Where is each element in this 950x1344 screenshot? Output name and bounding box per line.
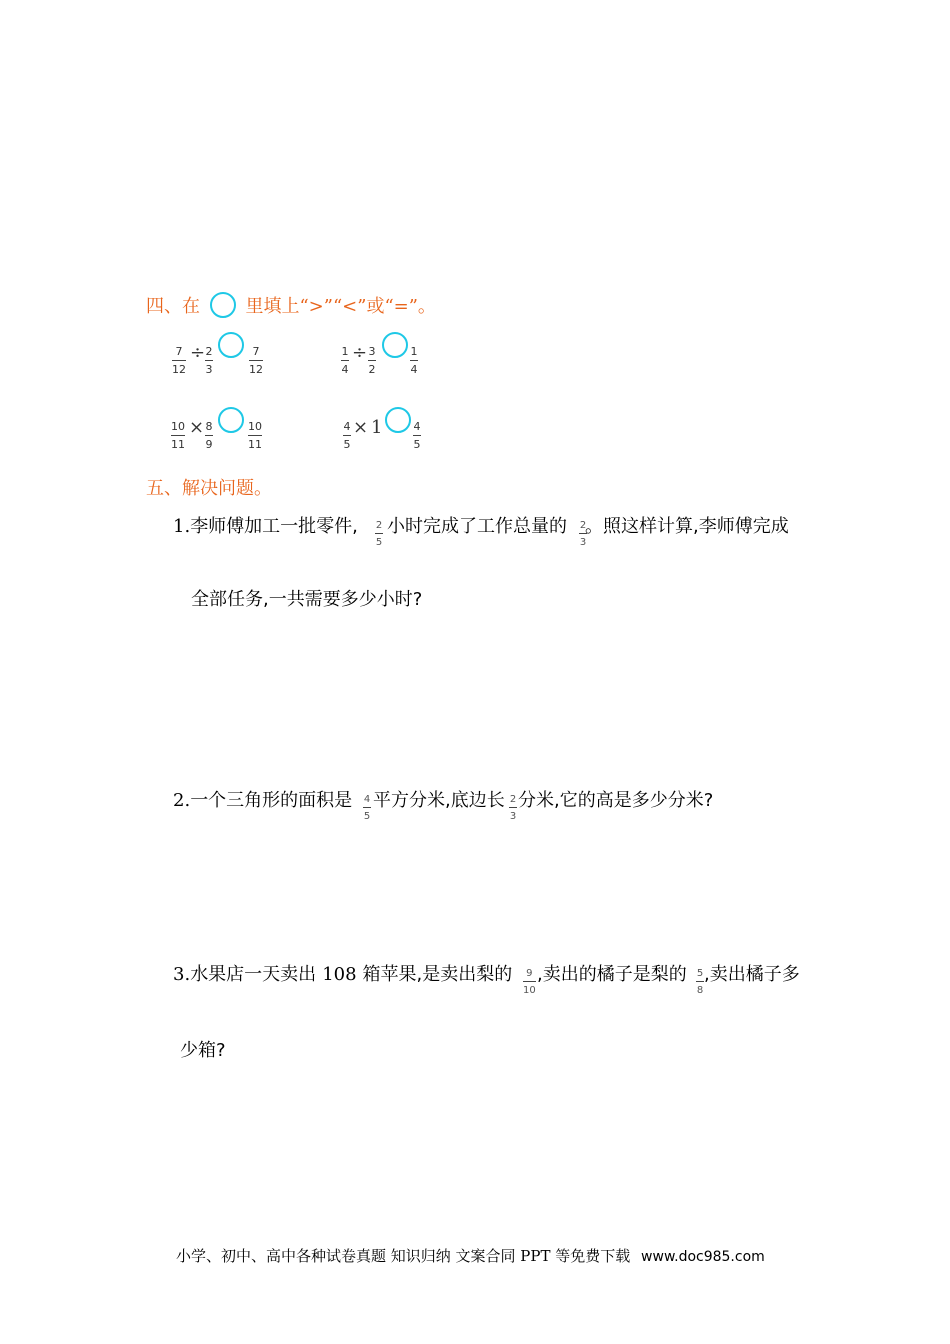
question-1-line-2: 全部任务,一共需要多少小时? bbox=[191, 589, 423, 610]
question-text: ,卖出橘子多 bbox=[704, 964, 800, 985]
fraction bbox=[523, 968, 536, 996]
question-text: ,卖出的橘子是梨的 bbox=[537, 964, 687, 985]
question-text: 分米,它的高是多少分米? bbox=[518, 790, 714, 811]
question-text: 小时完成了工作总量的 bbox=[387, 516, 567, 537]
fraction bbox=[248, 421, 262, 451]
numerator: 1 bbox=[341, 345, 349, 358]
operator: ÷ bbox=[352, 342, 368, 363]
denominator: 5 bbox=[343, 438, 351, 451]
footer-link[interactable]: www.doc985.com bbox=[641, 1249, 765, 1265]
footer bbox=[176, 1245, 765, 1266]
fraction bbox=[509, 794, 517, 822]
fraction bbox=[172, 346, 186, 376]
denominator: 5 bbox=[375, 537, 383, 548]
question-3-line-1 bbox=[173, 960, 512, 986]
fraction bbox=[343, 421, 351, 451]
answer-circle-icon bbox=[210, 292, 236, 318]
denominator: 12 bbox=[249, 363, 263, 376]
denominator: 2 bbox=[368, 363, 376, 376]
question-number: 3. bbox=[173, 964, 191, 985]
numerator: 5 bbox=[696, 968, 704, 979]
fraction bbox=[205, 346, 213, 376]
numerator: 4 bbox=[343, 420, 351, 433]
denominator: 3 bbox=[509, 811, 517, 822]
numerator: 2 bbox=[375, 520, 383, 531]
section4-title-suffix: 里填上“>”“<”或“=”。 bbox=[245, 296, 436, 317]
denominator: 8 bbox=[696, 985, 704, 996]
question-2-line-1 bbox=[173, 786, 352, 812]
section4-title-prefix: 四、在 bbox=[146, 296, 200, 317]
denominator: 5 bbox=[363, 811, 371, 822]
numerator: 3 bbox=[368, 345, 376, 358]
denominator: 4 bbox=[410, 363, 418, 376]
numerator: 2 bbox=[509, 794, 517, 805]
question-text: 一个三角形的面积是 bbox=[190, 790, 353, 811]
denominator: 11 bbox=[171, 438, 185, 451]
denominator: 3 bbox=[579, 537, 587, 548]
section5-heading: 五、解决问题。 bbox=[146, 478, 272, 499]
answer-circle[interactable] bbox=[382, 332, 408, 358]
denominator: 12 bbox=[172, 363, 186, 376]
question-text: 李师傅加工一批零件, bbox=[190, 516, 358, 537]
question-number: 1. bbox=[173, 516, 191, 537]
fraction bbox=[205, 421, 213, 451]
question-1-line-1 bbox=[173, 512, 358, 538]
numerator: 2 bbox=[205, 345, 213, 358]
numerator: 1 bbox=[410, 345, 418, 358]
numerator: 4 bbox=[363, 794, 371, 805]
numerator: 7 bbox=[252, 345, 260, 358]
denominator: 3 bbox=[205, 363, 213, 376]
question-text: 箱苹果,是卖出梨的 bbox=[362, 964, 513, 985]
fraction bbox=[696, 968, 704, 996]
denominator: 11 bbox=[248, 438, 262, 451]
numerator: 9 bbox=[526, 968, 533, 979]
question-3-line-2: 少箱? bbox=[180, 1040, 226, 1061]
fraction bbox=[363, 794, 371, 822]
operand: 1 bbox=[371, 417, 383, 438]
operator: × bbox=[353, 417, 369, 438]
fraction bbox=[341, 346, 349, 376]
number-108: 108 bbox=[322, 964, 357, 985]
fraction bbox=[413, 421, 421, 451]
denominator: 4 bbox=[341, 363, 349, 376]
fraction bbox=[375, 520, 383, 548]
question-text: 。照这样计算,李师傅完成 bbox=[585, 516, 789, 537]
question-number: 2. bbox=[173, 790, 191, 811]
numerator: 10 bbox=[248, 420, 262, 433]
fraction bbox=[171, 421, 185, 451]
operator: × bbox=[189, 417, 205, 438]
answer-circle[interactable] bbox=[385, 407, 411, 433]
denominator: 5 bbox=[413, 438, 421, 451]
numerator: 8 bbox=[205, 420, 213, 433]
footer-text: 小学、初中、高中各种试卷真题 知识归纳 文案合同 PPT 等免费下载 bbox=[176, 1247, 631, 1265]
question-text: 水果店一天卖出 bbox=[190, 964, 317, 985]
section4-heading bbox=[146, 292, 436, 318]
fraction bbox=[249, 346, 263, 376]
question-text: 平方分米,底边长 bbox=[373, 790, 505, 811]
numerator: 2 bbox=[579, 520, 587, 531]
numerator: 10 bbox=[171, 420, 185, 433]
denominator: 10 bbox=[523, 985, 536, 996]
answer-circle[interactable] bbox=[218, 407, 244, 433]
operator: ÷ bbox=[190, 342, 206, 363]
fraction bbox=[368, 346, 376, 376]
answer-circle[interactable] bbox=[218, 332, 244, 358]
denominator: 9 bbox=[205, 438, 213, 451]
fraction bbox=[410, 346, 418, 376]
numerator: 7 bbox=[175, 345, 183, 358]
numerator: 4 bbox=[413, 420, 421, 433]
